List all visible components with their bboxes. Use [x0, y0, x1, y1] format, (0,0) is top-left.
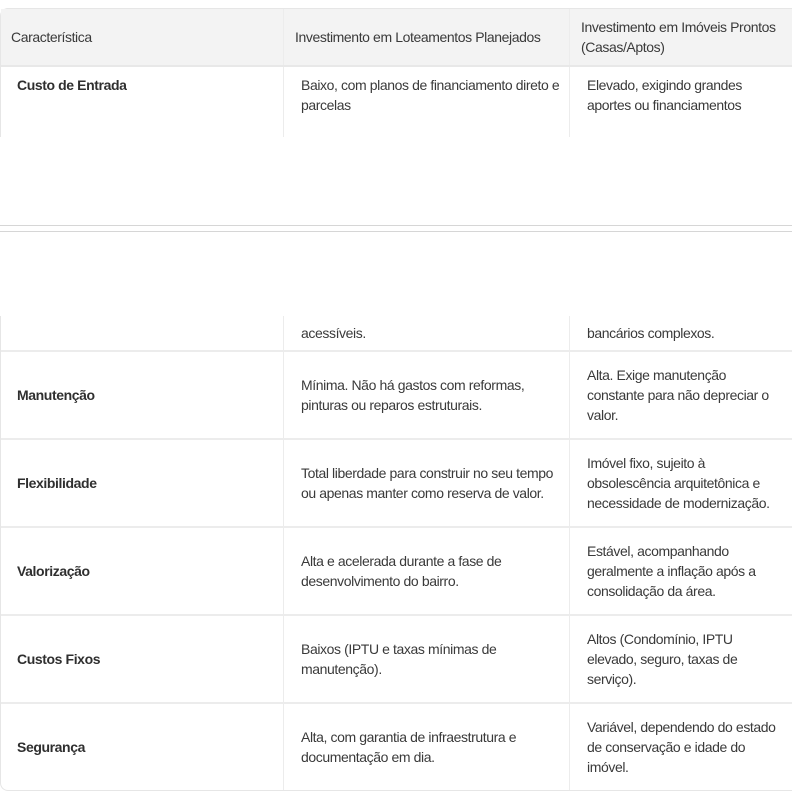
row-label: Manutenção [1, 352, 284, 438]
cell-imoveis: Alta. Exige manutenção constante para não depreciar o valor. [587, 367, 769, 423]
table-row [1, 352, 792, 440]
row-label: Segurança [1, 704, 284, 790]
cell-imoveis: bancários complexos. [587, 325, 715, 341]
table-row [1, 67, 792, 137]
cell-loteamentos: Baixos (IPTU e taxas mínimas de manutenção). [284, 616, 570, 702]
cell-loteamentos: Baixo, com planos de financiamento direto e parcelas [284, 67, 570, 137]
row-label-empty [1, 316, 284, 350]
cell-imoveis: Estável, acompanhando geralmente a inflação após a consolidação da área. [587, 543, 756, 599]
cell-imoveis: Altos (Condomínio, IPTU elevado, seguro, taxas de serviço). [587, 631, 738, 687]
comparison-table-top [0, 8, 792, 137]
table-row [1, 528, 792, 616]
table-row [1, 440, 792, 528]
row-label: Valorização [1, 528, 284, 614]
row-label: Flexibilidade [1, 440, 284, 526]
cell-imoveis: Elevado, exigindo grandes aportes ou financiamentos [587, 77, 743, 113]
cell-loteamentos: Total liberdade para construir no seu tempo ou apenas manter como reserva de valor. [284, 440, 570, 526]
table-row [1, 616, 792, 704]
row-label: Custo de Entrada [1, 67, 284, 137]
header-caracteristica: Característica [1, 9, 284, 65]
page-break-divider [0, 225, 792, 226]
cell-imoveis: Variável, dependendo do estado de conservação e idade do imóvel. [587, 719, 776, 775]
cell-loteamentos: acessíveis. [284, 316, 570, 350]
header-loteamentos: Investimento em Loteamentos Planejados [284, 9, 570, 65]
comparison-table-bottom [0, 316, 792, 791]
table-row-continuation [1, 316, 792, 352]
page-break-divider [0, 231, 792, 232]
table-header-row [1, 9, 792, 67]
header-imoveis: Investimento em Imóveis Prontos (Casas/Aptos) [581, 19, 776, 55]
table-row [1, 704, 792, 790]
cell-loteamentos: Alta e acelerada durante a fase de desenvolvimento do bairro. [284, 528, 570, 614]
cell-imoveis: Imóvel fixo, sujeito à obsolescência arquitetônica e necessidade de modernização. [587, 455, 770, 511]
cell-loteamentos: Mínima. Não há gastos com reformas, pinturas ou reparos estruturais. [284, 352, 570, 438]
row-label: Custos Fixos [1, 616, 284, 702]
cell-loteamentos: Alta, com garantia de infraestrutura e documentação em dia. [284, 704, 570, 790]
